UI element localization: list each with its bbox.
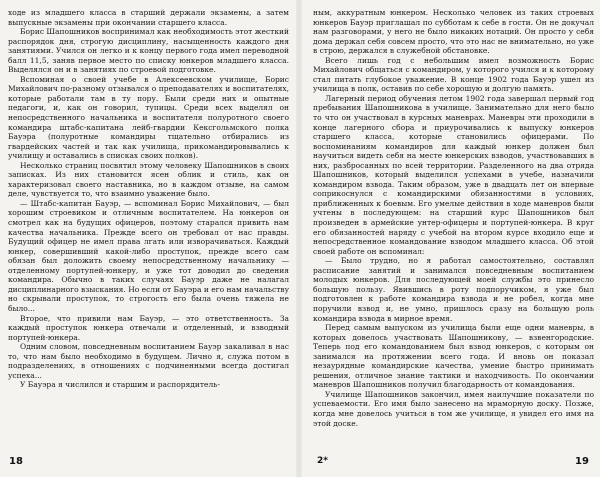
left-page [8,8,289,390]
book-gutter [296,0,302,477]
paragraph: — Штабс-капитан Бауэр, — вспоминал Борис Михайлович, — был хорошим строевиком и отличным воспитателем. На юнкеров он смотрел как на будущих офицеров, поэтому старался привить нам качества начальника. Прежде всего он требовал от нас правды. Будущий офицер не имел права лгать или изворачиваться. Каждый юнкер, совершивший какой-либо проступок, прежде всего сам обязан был доложить своему непосредственному начальнику — отделенному портупей-юнкеру, и уже тот доводил до сведения командира. Обычно в таких случаях Бауэр даже не налагал дисциплинарного взыскания. Но если от Бауэра и его нам начальству но скрывали проступок, то строгость его была очень тяжела не было... [8,198,289,313]
paragraph: Борис Шапошников воспринимал как необходимость этот жесткий распорядок дня, строгую дисциплину, насыщенность каждого дня занятиями. Учился он легко и к концу первого года имел переводной балл 11,5, заняв первое место по списку юнкеров младшего класса. Выделялся он и в занятиях по строевой подготовке. [8,27,289,75]
paragraph: Вспоминая о своей учебе в Алексеевском училище, Борис Михайлович по-разному отзывался о преподавателях и воспитателях, которые работали там в ту пору. Были среди них и опытные педагоги, и, как он говорил, тупицы. Среди всех выделял он непосредственного начальника и воспитателя полуротного своего командира штабс-капитана лейб-гвардии Кексгольмского полка Бауэра (полуротные командиры тщательно отбирались из гвардейских частей и так как училища, прикомандировывались к училищу и оставались в списках своих полков). [8,74,289,161]
paragraph: Перед самым выпуском из училища были еще одни маневры, в которых довелось участвовать Шапошникову, — взвенгородские. Теперь под его командованием был взвод юнкеров, с которым он занимался на протяжении всего года. И вновь он показал незаурядные командирские качества, умение быстро принимать решения, отличное знание тактики и находчивость. По окончании маневров Шапошников получил благодарность от командования. [313,323,594,390]
paragraph: Училище Шапошников закончил, имея наилучшие показатели по успеваемости. Его имя было занесено на мраморную доску. Позже, когда мне довелось учиться в том же училище, я увидел его имя на этой доске. [313,389,594,428]
paragraph: Несколько страниц посвятил этому человеку Шапошников в своих записках. Из них становится ясен облик и стиль, как он характеризовал своего наставника, но в каждом отзыве, на самом деле, чувствуется то, что взаимно уважение было. [8,160,289,199]
paragraph: У Бауэра я числился и старшим и распорядитель- [20,380,220,390]
signature-mark: 2* [317,456,328,466]
paragraph: Второе, что привили нам Бауэр, — это ответственность. За каждый проступок юнкера отвечали и отделенный, и взводный портупей-юнкера. [8,313,289,342]
right-page [313,8,594,428]
paragraph: Всего лишь год с небольшим имел возможность Борис Михайлович общаться с командиром, у которого учился и к которому стал питать глубокое уважение. В конце 1902 года Бауэр ушел из училища в полк, оставив по себе хорошую и долгую память. [313,55,594,94]
paragraph: Лагерный период обучения летом 1902 года завершал первый год пребывания Шапошникова в училище. Занимательно для него было то что он участвовал в курсных маневрах. Маневры эти проходили в конце лагерного сбора и приурочивались к выпуску юнкеров старшего класса, которые становились офицерами. По воспоминаниям командиров для каждый юнкер должен был научиться видеть себя на месте юнкерских взводов, участвовавших в них, разбросанных по всей территории. Разделенного на два отряда Шапошников, который выделился успехами в учебе, назначили командиром взвода. Таким образом, уже в двадцать лет он впервые соприкоснулся с командирскими обязанностями в условиях, приближенных к боевым. Его умелые действия в ходе маневров были учтены в последующем: на старший курс Шапошников был произведен в армейские унтер-офицеры и портупей-юнкера. В круг его обязанностей наряду с учебой на втором курсе входило еще и непосредственное командование взводом младшего класса. Об этой своей работе он вспоминал: [313,93,594,256]
paragraph: Одним словом, повседневным воспитанием Бауэр закаливал в нас то, что нам было необходимо в будущем. Лично я, служа потом в подразделениях, в отношениях с подчиненными всегда достигал успеха... [8,342,289,380]
paragraph: ным, аккуратным юнкером. Несколько человек из таких строевых юнкеров Бауэр приглашал по субботам к себе в гости. Он не докучал нам разговорами, у него не было никаких нотаций. Он просто у себя дома держал себя совсем просто, что это нас не внимательно, но уже в строю, держался в служебной обстановке. [313,8,594,56]
paragraph: — Было трудно, но я работал самостоятельно, составлял расписание занятий и занимался повседневным воспитанием молодых юнкеров. Для последующей моей службы это принесло большую пользу. Явившись в роту подпоручиком, я уже был подготовлен к работе командира взвода и не робел, когда мне поручили взвод и, не умно, пришлось сразу на большую роль командира взвода в мирное время. [313,256,594,323]
page-number-right: 19 [575,456,589,467]
page-number-left: 18 [9,456,23,467]
paragraph: ходе из младшего класса в старший держали экзамены, а затем выпускные экзамены при окончании старшего класса. [8,8,289,27]
